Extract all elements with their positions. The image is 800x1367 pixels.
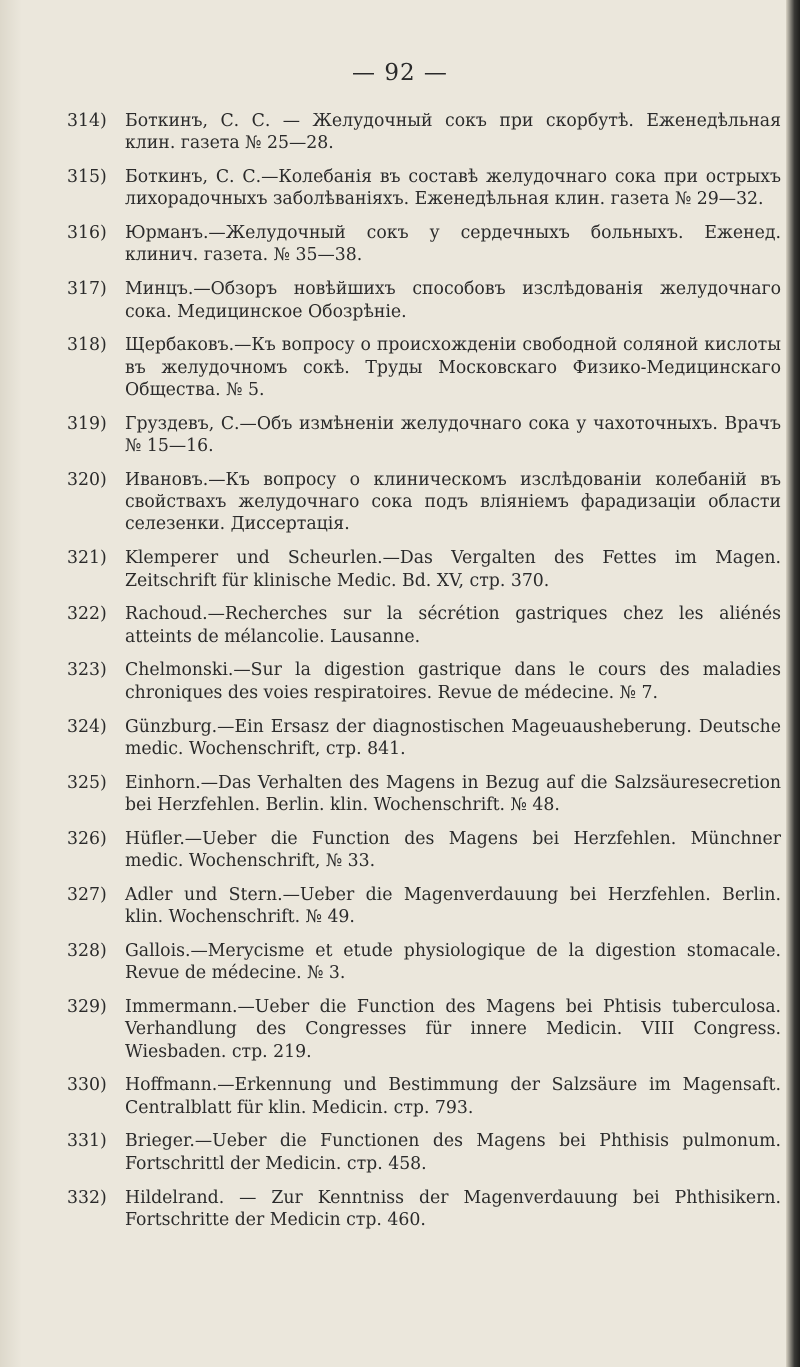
entry-number: 314) xyxy=(67,111,107,131)
entry-text: Hildelrand. — Zur Kenntniss der Magenverdauung bei Phthisikern. Fortschritte der Medicin стр. 460. xyxy=(125,1187,781,1230)
bibliography-entry xyxy=(67,716,781,761)
entry-text: Gallois.—Merycisme et etude physiologique de la digestion stomacale. Revue de médecine. № 3. xyxy=(125,940,781,984)
bibliography-entry xyxy=(67,884,781,929)
bibliography-list xyxy=(67,110,781,1243)
bibliography-entry xyxy=(67,828,781,873)
entry-number: 327) xyxy=(67,884,107,905)
entry-number: 321) xyxy=(67,548,107,569)
bibliography-entry xyxy=(67,1074,781,1119)
entry-number: 323) xyxy=(67,660,107,681)
entry-text: Hoffmann.—Erkennung und Bestimmung der Salzsäure im Magensaft. Centralblatt für klin. Medicin. стр. 793. xyxy=(125,1075,781,1118)
bibliography-entry xyxy=(67,603,781,648)
entry-number: 318) xyxy=(67,335,107,356)
bibliography-entry xyxy=(67,996,781,1063)
entry-number: 319) xyxy=(67,413,107,434)
bibliography-entry xyxy=(67,110,781,155)
entry-number: 315) xyxy=(67,167,107,188)
bibliography-entry xyxy=(67,1187,781,1232)
entry-text: Боткинъ, С. С.—Колебанія въ составѣ желудочнаго сока при острыхъ лихорадочныхъ заболѣваніяхъ. Еженедѣльная клин. газета № 29—32. xyxy=(125,167,781,210)
entry-text: Adler und Stern.—Ueber die Magenverdauung bei Herzfehlen. Berlin. klin. Wochenschrift. № 49. xyxy=(125,884,781,928)
bibliography-entry xyxy=(67,278,781,323)
entry-number: 332) xyxy=(67,1187,107,1208)
entry-text: Щербаковъ.—Къ вопросу о происхожденіи свободной соляной кислоты въ желудочномъ сокѣ. Труды Московскаго Физико-Медицинскаго Общества. № 5. xyxy=(125,335,781,400)
entry-text: Груздевъ, С.—Объ измѣненіи желудочнаго сока у чахоточныхъ. Врачъ № 15—16. xyxy=(125,413,781,457)
entry-text: Günzburg.—Ein Ersasz der diagnostischen Mageuausheberung. Deutsche medic. Wochenschrift, стр. 841. xyxy=(125,716,781,759)
entry-number: 317) xyxy=(67,279,107,300)
entry-number: 322) xyxy=(67,604,107,625)
bibliography-entry xyxy=(67,547,781,592)
page-number: — 92 — xyxy=(352,60,448,86)
bibliography-entry xyxy=(67,222,781,267)
bibliography-entry xyxy=(67,469,781,536)
entry-number: 320) xyxy=(67,469,107,490)
entry-text: Rachoud.—Recherches sur la sécrétion gastriques chez les aliénés atteints de mélancolie. Lausanne. xyxy=(125,604,781,647)
book-binding-edge xyxy=(786,0,800,1367)
entry-text: Минцъ.—Обзоръ новѣйшихъ способовъ изслѣдованія желудочнаго сока. Медицинское Обозрѣніе. xyxy=(125,279,781,322)
entry-text: Юрманъ.—Желудочный сокъ у сердечныхъ больныхъ. Еженед. клинич. газета. № 35—38. xyxy=(125,223,781,266)
entry-text: Ивановъ.—Къ вопросу о клиническомъ изслѣдованіи колебаній въ свойствахъ желудочнаго сока подъ вліяніемъ фарадизаціи области селезенки. Диссертація. xyxy=(125,469,781,535)
bibliography-entry xyxy=(67,334,781,401)
bibliography-entry xyxy=(67,659,781,704)
entry-text: Brieger.—Ueber die Functionen des Magens bei Phthisis pulmonum. Fortschrittl der Medicin. стр. 458. xyxy=(125,1131,781,1174)
entry-number: 330) xyxy=(67,1075,107,1096)
entry-text: Einhorn.—Das Verhalten des Magens in Bezug auf die Salzsäuresecretion bei Herzfehlen. Berlin. klin. Wochenschrift. № 48. xyxy=(125,772,781,815)
bibliography-entry xyxy=(67,940,781,985)
entry-number: 325) xyxy=(67,772,107,793)
entry-number: 331) xyxy=(67,1131,107,1152)
entry-text: Immermann.—Ueber die Function des Magens bei Phtisis tuberculosa. Verhandlung des Congresses für innere Medicin. VIII Congress. Wiesbaden. стр. 219. xyxy=(125,997,781,1062)
bibliography-entry xyxy=(67,413,781,458)
entry-text: Боткинъ, С. С. — Желудочный сокъ при скорбутѣ. Еженедѣльная клин. газета № 25—28. xyxy=(125,111,781,154)
entry-number: 326) xyxy=(67,828,107,849)
entry-number: 316) xyxy=(67,223,107,244)
entry-number: 324) xyxy=(67,716,107,737)
entry-number: 328) xyxy=(67,940,107,961)
bibliography-entry xyxy=(67,772,781,817)
entry-text: Hüfler.—Ueber die Function des Magens bei Herzfehlen. Münchner medic. Wochenschrift, № 33. xyxy=(125,828,781,872)
entry-number: 329) xyxy=(67,997,107,1017)
page-left-shade xyxy=(0,0,22,1367)
bibliography-entry xyxy=(67,1130,781,1175)
bibliography-entry xyxy=(67,166,781,211)
entry-text: Chelmonski.—Sur la digestion gastrique dans le cours des maladies chroniques des voies respiratoires. Revue de médecine. № 7. xyxy=(125,660,781,703)
entry-text: Klemperer und Scheurlen.—Das Vergalten des Fettes im Magen. Zeitschrift für klinische Medic. Bd. XV, стр. 370. xyxy=(125,548,781,591)
